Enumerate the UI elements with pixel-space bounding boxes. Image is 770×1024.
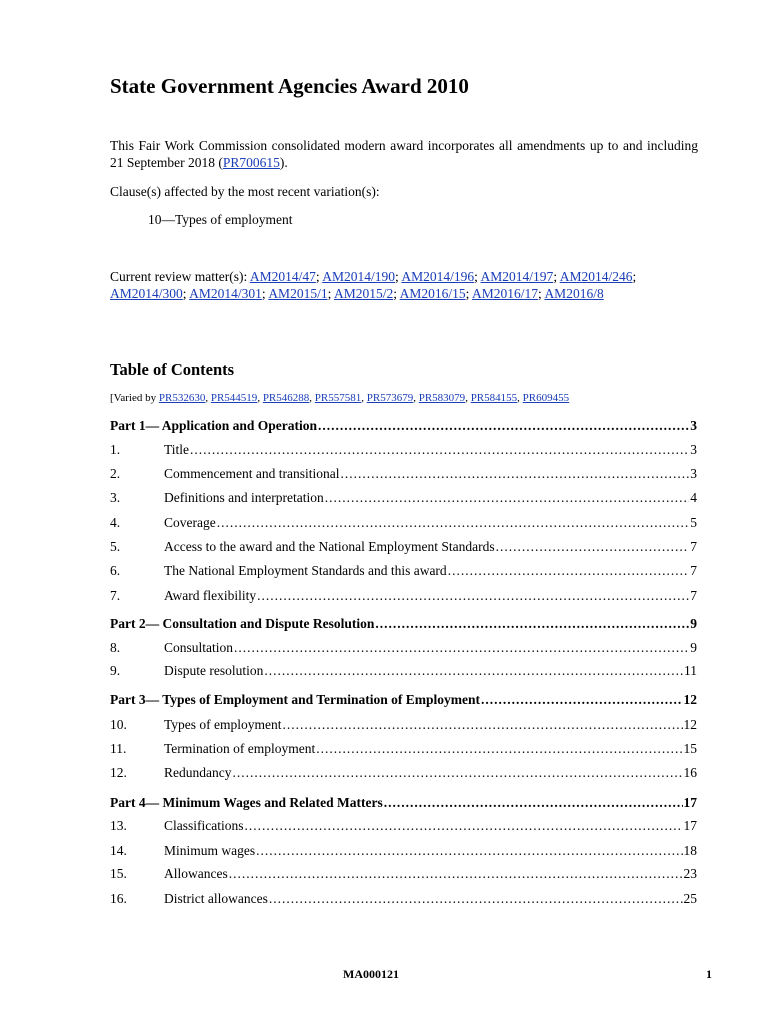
toc-page-number: 12 [683, 717, 697, 732]
toc-clause-entry[interactable] [110, 717, 697, 735]
review-matter-link[interactable]: AM2016/8 [544, 286, 604, 301]
toc-page-number: 9 [690, 616, 697, 631]
toc-entry-label: Allowances [164, 866, 228, 881]
link-separator: ; [474, 269, 481, 284]
toc-page-number: 15 [683, 741, 697, 756]
toc-dot-leader [325, 490, 690, 506]
link-separator: , [413, 392, 419, 404]
toc-entry-label: Dispute resolution [164, 663, 264, 678]
variation-link[interactable]: PR557581 [314, 392, 362, 404]
toc-entry-label: Part 1— Application and Operation [110, 418, 318, 433]
toc-entry-label: Classifications [164, 818, 244, 833]
variation-link[interactable]: PR532630 [158, 392, 206, 404]
toc-clause-entry[interactable] [110, 539, 697, 557]
link-separator: , [361, 392, 367, 404]
toc-part-entry[interactable] [110, 616, 697, 634]
link-separator: , [257, 392, 263, 404]
toc-dot-leader [232, 765, 682, 781]
toc-page-number: 3 [690, 442, 697, 457]
toc-dot-leader [257, 588, 689, 604]
toc-clause-entry[interactable] [110, 741, 697, 759]
variation-link[interactable]: PR584155 [470, 392, 518, 404]
review-label: Current review matter(s): [110, 269, 250, 284]
toc-clause-number: 3. [110, 490, 121, 505]
toc-part-entry[interactable] [110, 418, 697, 436]
toc-dot-leader [316, 741, 682, 757]
toc-clause-entry[interactable] [110, 466, 697, 484]
toc-entry-label: Definitions and interpretation [164, 490, 324, 505]
toc-dot-leader [190, 442, 689, 458]
toc-dot-leader [448, 563, 690, 579]
toc-dot-leader [256, 843, 682, 859]
variation-link[interactable]: PR544519 [210, 392, 258, 404]
link-separator: ; [315, 269, 323, 284]
review-matter-link[interactable]: AM2014/300 [110, 286, 183, 301]
review-matter-link[interactable]: AM2014/47 [249, 269, 316, 284]
award-code: MA000121 [343, 967, 399, 981]
link-separator: , [517, 392, 523, 404]
toc-page-number: 11 [684, 663, 697, 678]
link-separator: ; [182, 286, 190, 301]
link-separator: ; [538, 286, 545, 301]
consolidation-note [110, 137, 698, 171]
toc-clause-number: 5. [110, 539, 121, 554]
variation-link[interactable]: PR546288 [262, 392, 310, 404]
toc-page-number: 25 [683, 891, 697, 906]
toc-clause-entry[interactable] [110, 640, 697, 658]
toc-clause-entry[interactable] [110, 663, 697, 681]
link-separator: ; [632, 269, 637, 284]
toc-clause-number: 15. [110, 866, 127, 881]
toc-entry-label: Commencement and transitional [164, 466, 340, 481]
toc-clause-entry[interactable] [110, 490, 697, 508]
review-matter-link[interactable]: AM2014/196 [401, 269, 475, 284]
link-separator: ; [553, 269, 560, 284]
toc-clause-number: 4. [110, 515, 121, 530]
toc-clause-number: 12. [110, 765, 127, 780]
toc-clause-entry[interactable] [110, 765, 697, 783]
toc-clause-entry[interactable] [110, 818, 697, 836]
page-number: 1 [706, 967, 712, 981]
link-separator: ; [465, 286, 473, 301]
review-matter-link[interactable]: AM2014/246 [559, 269, 633, 284]
toc-dot-leader [217, 515, 690, 531]
toc-page-number: 23 [683, 866, 697, 881]
toc-dot-leader [269, 891, 683, 907]
link-separator: , [205, 392, 211, 404]
consolidation-text-end: ). [279, 155, 288, 170]
toc-clause-entry[interactable] [110, 515, 697, 533]
toc-dot-leader [264, 663, 683, 679]
toc-dot-leader [340, 466, 689, 482]
link-separator: , [465, 392, 471, 404]
toc-part-entry[interactable] [110, 692, 697, 710]
toc-entry-label: Termination of employment [164, 741, 316, 756]
toc-entry-label: Types of employment [164, 717, 282, 732]
toc-page-number: 17 [683, 818, 697, 833]
link-separator: , [309, 392, 315, 404]
toc-page-number: 9 [690, 640, 697, 655]
variation-link[interactable]: PR609455 [522, 392, 570, 404]
toc-clause-number: 16. [110, 891, 127, 906]
toc-entry-label: Access to the award and the National Employment Standards [164, 539, 495, 554]
toc-entry-label: Part 4— Minimum Wages and Related Matters [110, 795, 383, 810]
toc-clause-number: 11. [110, 741, 127, 756]
toc-page-number: 5 [690, 515, 697, 530]
toc-dot-leader [229, 866, 683, 882]
toc-dot-leader [375, 616, 689, 632]
review-matter-link[interactable]: AM2015/1 [268, 286, 328, 301]
toc-page-number: 18 [683, 843, 697, 858]
toc-entry-label: The National Employment Standards and this award [164, 563, 447, 578]
link-separator: ; [327, 286, 334, 301]
toc-page-number: 3 [690, 466, 697, 481]
toc-page-number: 3 [690, 418, 697, 433]
review-matters [110, 268, 698, 302]
toc-dot-leader [496, 539, 690, 555]
review-matter-link[interactable]: AM2014/197 [480, 269, 554, 284]
toc-clause-entry[interactable] [110, 563, 697, 581]
toc-entry-label: Award flexibility [164, 588, 257, 603]
toc-page-number: 17 [683, 795, 697, 810]
toc-entry-label: Minimum wages [164, 843, 256, 858]
toc-clause-entry[interactable] [110, 843, 697, 861]
toc-entry-label: Consultation [164, 640, 234, 655]
varied-links [159, 392, 569, 404]
toc-page-number: 4 [690, 490, 697, 505]
toc-entry-label: Redundancy [164, 765, 232, 780]
toc-page-number: 16 [683, 765, 697, 780]
link-separator: ; [393, 286, 400, 301]
varied-by-label: [Varied by [110, 392, 159, 404]
toc-clause-number: 14. [110, 843, 127, 858]
toc-page-number: 7 [690, 539, 697, 554]
toc-clause-number: 13. [110, 818, 127, 833]
variation-link[interactable]: PR573679 [366, 392, 414, 404]
toc-dot-leader [384, 795, 683, 811]
review-matter-link[interactable]: AM2016/17 [472, 286, 539, 301]
toc-entry-label: Part 2— Consultation and Dispute Resolution [110, 616, 375, 631]
toc-clause-number: 10. [110, 717, 127, 732]
toc-heading: Table of Contents [110, 360, 235, 379]
review-matter-link[interactable]: AM2014/301 [189, 286, 262, 301]
toc-entry-label: Coverage [164, 515, 216, 530]
toc-clause-number: 2. [110, 466, 121, 481]
toc-dot-leader [318, 418, 689, 434]
toc-dot-leader [234, 640, 689, 656]
consolidation-text: This Fair Work Commission consolidated modern award incorporates all amendments up to and including 21 September 2018 ( [110, 138, 698, 170]
toc-clause-entry[interactable] [110, 442, 697, 460]
link-separator: ; [261, 286, 269, 301]
varied-by-note [110, 392, 569, 404]
toc-clause-number: 9. [110, 663, 121, 678]
clauses-affected-label: Clause(s) affected by the most recent variation(s): [110, 184, 380, 199]
toc-clause-entry[interactable] [110, 588, 697, 606]
toc-dot-leader [283, 717, 683, 733]
toc-dot-leader [481, 692, 682, 708]
link-separator: ; [395, 269, 402, 284]
toc-entry-label: Title [164, 442, 190, 457]
review-matter-link[interactable]: AM2016/15 [399, 286, 466, 301]
toc-entry-label: District allowances [164, 891, 268, 906]
toc-clause-entry[interactable] [110, 866, 697, 884]
toc-part-entry[interactable] [110, 795, 697, 813]
toc-entry-label: Part 3— Types of Employment and Termination of Employment [110, 692, 481, 707]
toc-page-number: 7 [690, 563, 697, 578]
toc-clause-number: 1. [110, 442, 121, 457]
clause-affected-item: 10—Types of employment [148, 212, 293, 227]
review-matter-link[interactable]: AM2014/190 [322, 269, 395, 284]
toc-page-number: 7 [690, 588, 697, 603]
toc-clause-number: 7. [110, 588, 121, 603]
toc-dot-leader [245, 818, 683, 834]
document-title: State Government Agencies Award 2010 [110, 74, 469, 98]
toc-clause-number: 6. [110, 563, 121, 578]
toc-page-number: 12 [683, 692, 697, 707]
toc-clause-entry[interactable] [110, 891, 697, 909]
pr700615-link[interactable]: PR700615 [222, 155, 280, 170]
toc-clause-number: 8. [110, 640, 121, 655]
variation-link[interactable]: PR583079 [418, 392, 466, 404]
review-matter-link[interactable]: AM2015/2 [333, 286, 394, 301]
